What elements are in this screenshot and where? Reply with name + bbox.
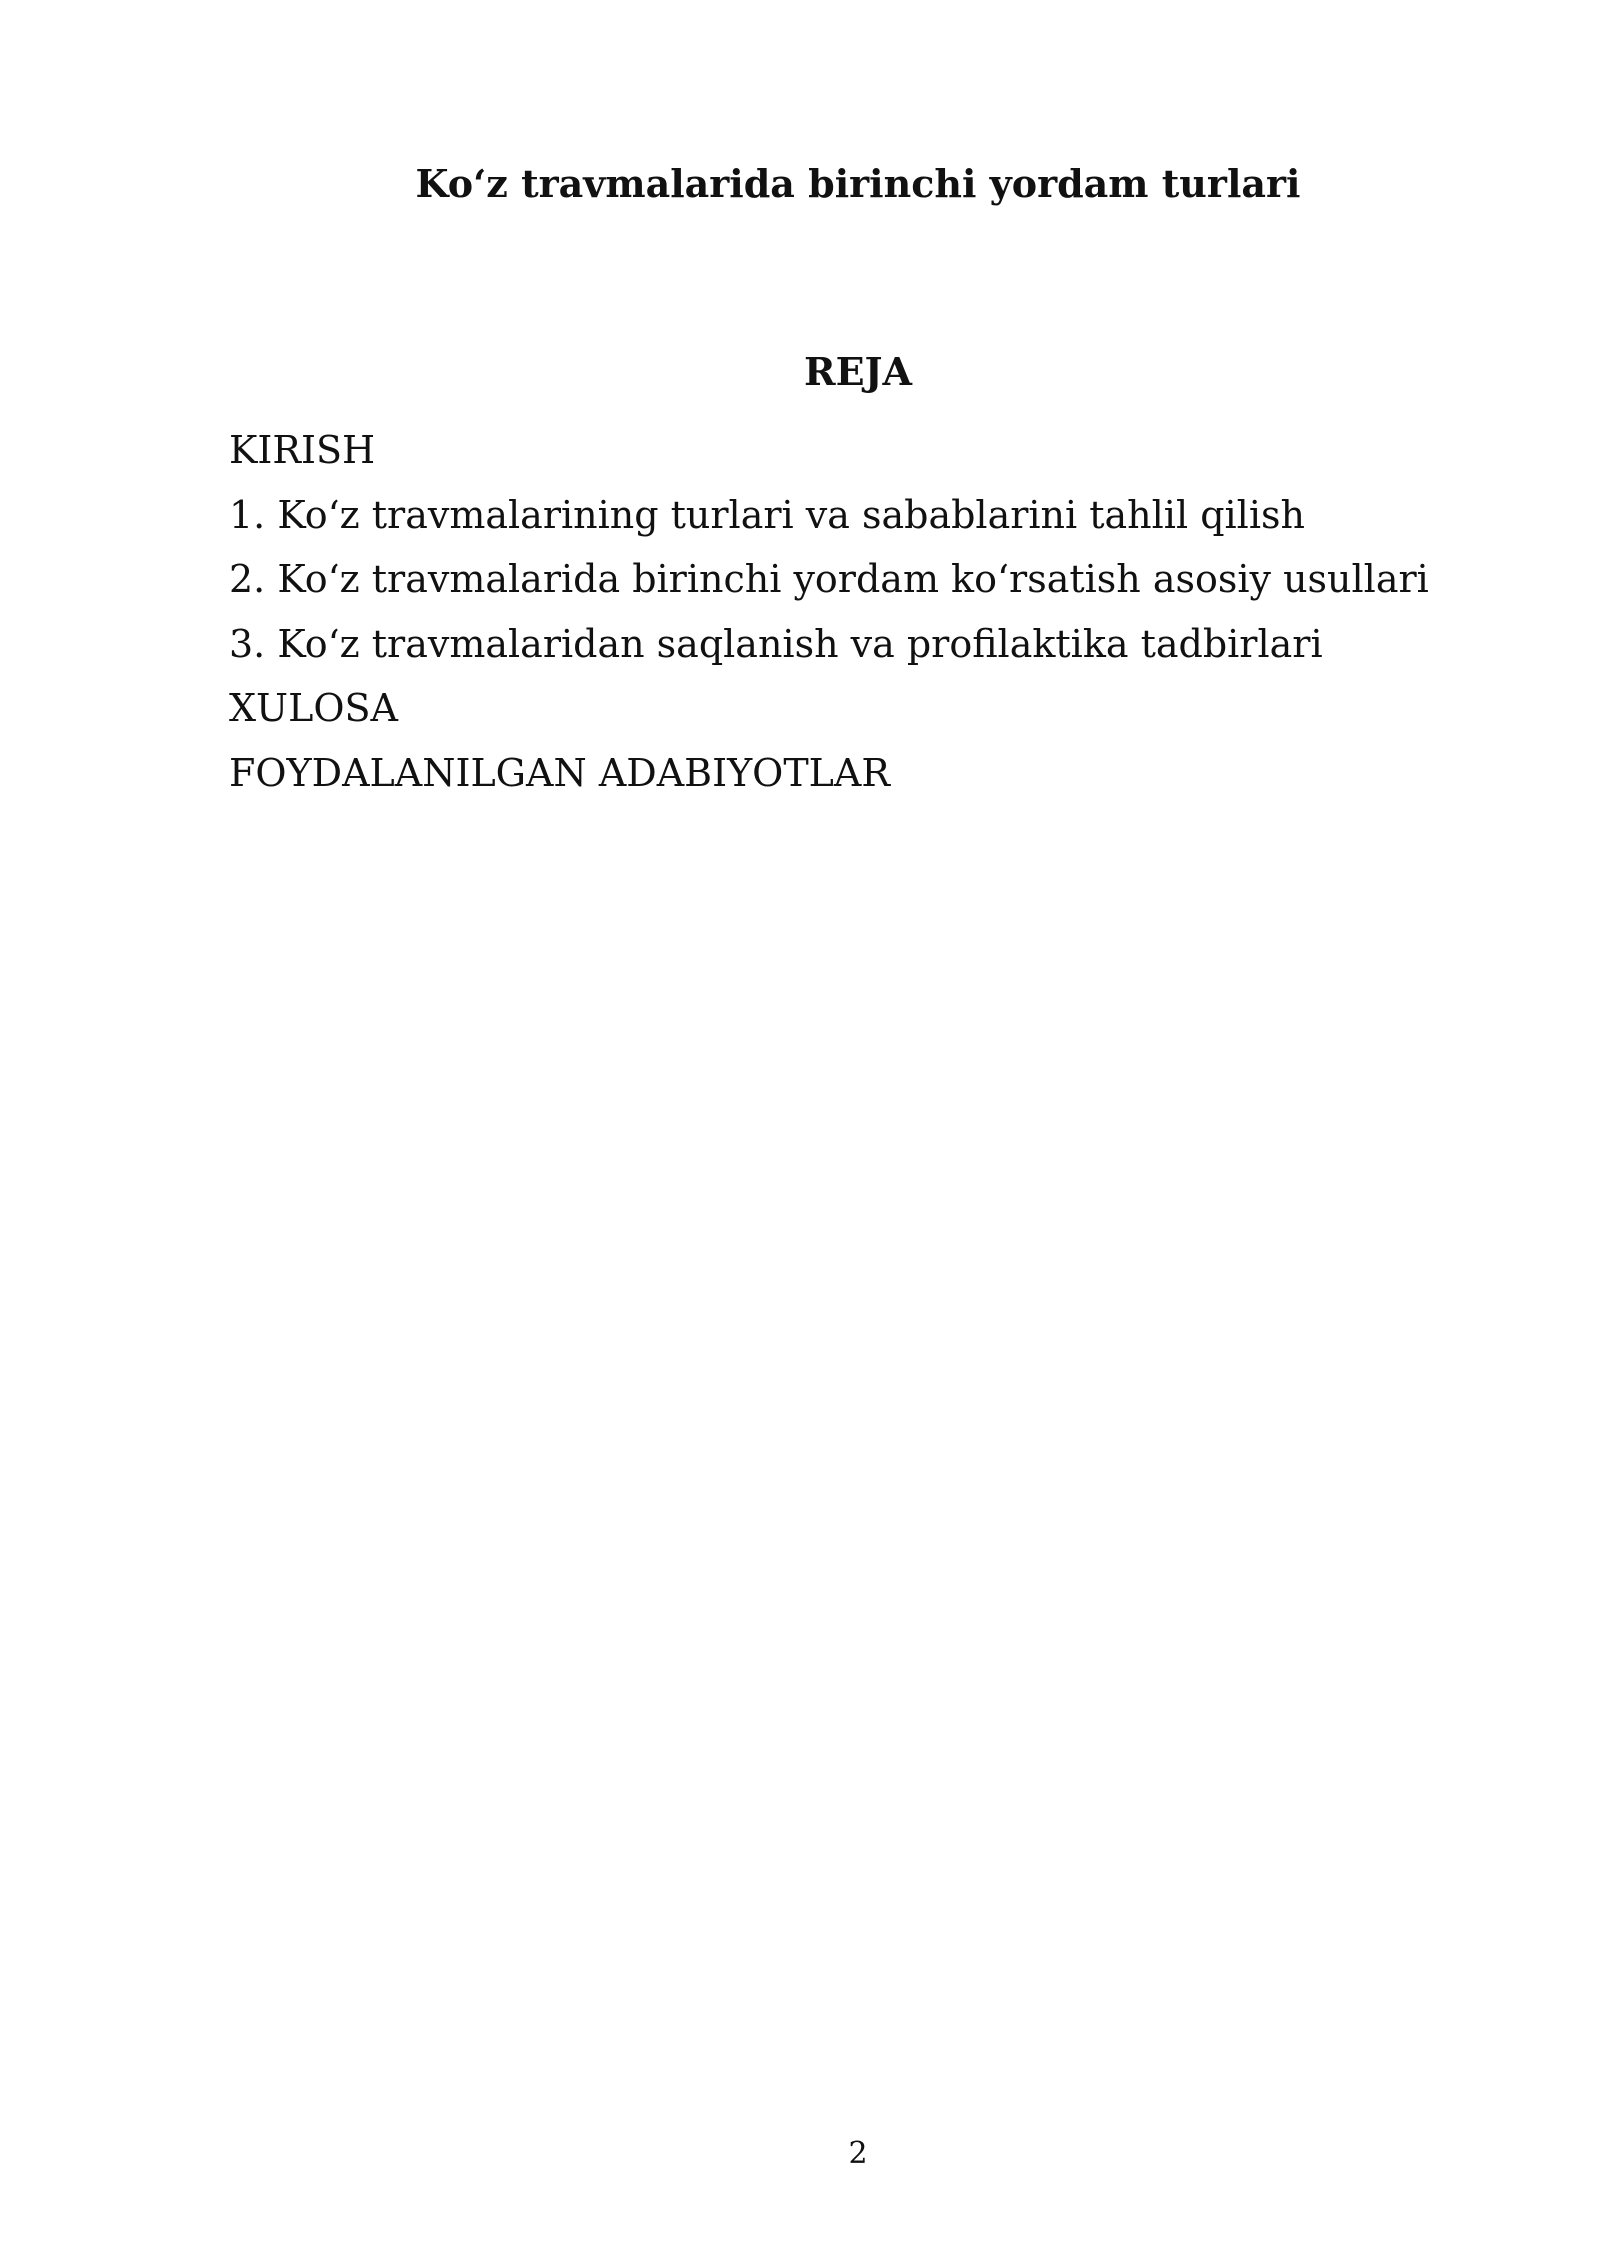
plan-item-intro: KIRISH — [229, 428, 376, 472]
plan-item-1: 1. Ko‘z travmalarining turlari va sabablarini tahlil qilish — [229, 492, 1305, 537]
plan-item-references: FOYDALANILGAN ADABIYOTLAR — [229, 750, 890, 795]
plan-item-2: 2. Ko‘z travmalarida birinchi yordam ko‘rsatish asosiy usullari — [229, 557, 1429, 601]
plan-item-3: 3. Ko‘z travmalaridan saqlanish va profilaktika tadbirlari — [229, 621, 1323, 666]
plan-heading: REJA — [803, 349, 912, 394]
plan-item-conclusion: XULOSA — [229, 686, 398, 730]
plan-list — [229, 418, 1529, 805]
document-title: Ko‘z travmalarida birinchi yordam turlari — [415, 161, 1301, 206]
page-number: 2 — [848, 2136, 868, 2171]
